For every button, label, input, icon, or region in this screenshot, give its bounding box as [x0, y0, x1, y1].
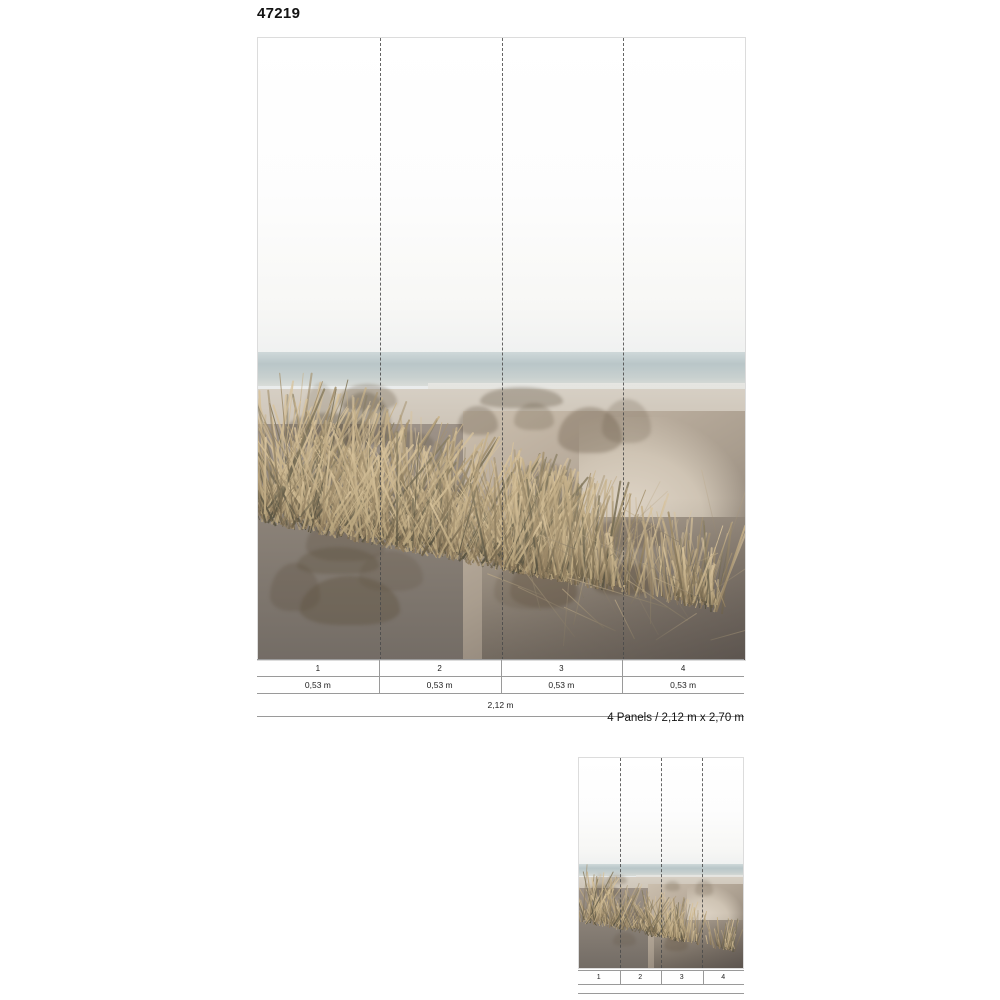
panel-number-cell: 4 — [703, 971, 745, 984]
panel-width-cell: 0,53 m — [501, 677, 623, 693]
panel-split-2 — [502, 38, 503, 660]
mural-preview-large — [257, 37, 746, 661]
panel-number-cell: 2 — [379, 660, 501, 676]
panel-number-cell: 4 — [622, 660, 744, 676]
panel-number-cell: 3 — [501, 660, 623, 676]
panel-width-cell: 0,53 m — [304, 680, 331, 690]
panel-width-cell: 0,53 m — [379, 677, 501, 693]
panel-width-strip — [257, 677, 744, 694]
total-width-label: 2,12 m — [487, 700, 514, 710]
panel-split-thumb-1 — [620, 758, 621, 968]
panel-number-cell: 2 — [620, 971, 662, 984]
product-sku: 47219 — [257, 5, 301, 22]
panel-number-cell: 1 — [315, 663, 321, 673]
panel-number-strip — [257, 659, 744, 677]
panel-width-cell: 0,53 m — [622, 677, 744, 693]
panel-number-cell: 3 — [661, 971, 703, 984]
panel-split-3 — [623, 38, 624, 660]
panel-split-thumb-3 — [702, 758, 703, 968]
thumb-bottom-rule — [578, 993, 744, 994]
panel-split-1 — [380, 38, 381, 660]
panel-number-strip-thumb — [578, 970, 744, 985]
panel-split-thumb-2 — [661, 758, 662, 968]
mural-preview-small — [578, 757, 744, 969]
mural-thumbnail-block — [578, 757, 744, 981]
mural-spec-label: 4 Panels / 2,12 m x 2,70 m — [607, 712, 744, 724]
panel-number-cell: 1 — [596, 974, 601, 981]
